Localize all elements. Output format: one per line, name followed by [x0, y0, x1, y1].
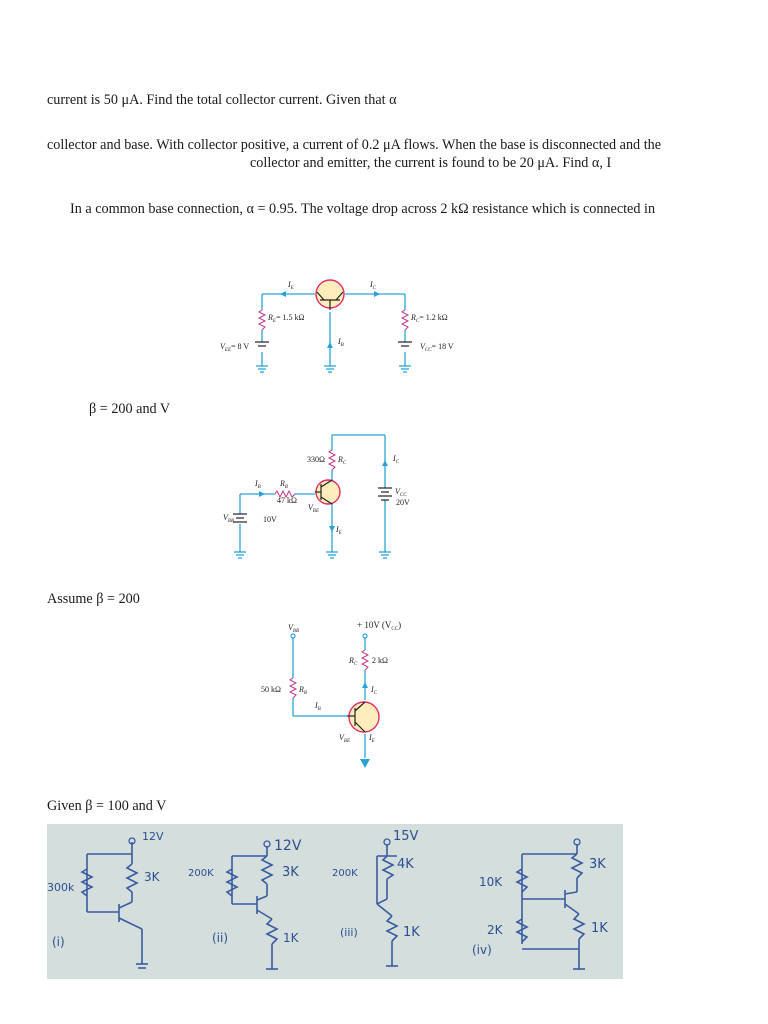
fig1-re-label: R — [268, 313, 273, 322]
svg-text:330Ω — [307, 455, 325, 464]
svg-text:RB: $R_B$ — [299, 685, 307, 696]
hw-c3-re: 1K — [403, 925, 420, 940]
fig2-vcc-value: 20V — [396, 498, 410, 507]
fig3-rb-value: 50 kΩ — [261, 685, 281, 694]
hw-c2-rc: 3K — [282, 865, 299, 880]
svg-text:IB: $I_B$ — [338, 337, 344, 348]
svg-text:IE: $I_E$ — [288, 280, 294, 291]
hw-c2-supply: 12V — [274, 838, 302, 854]
svg-text:VCC= 18 V: $V_{CC}= 18$ V — [420, 342, 454, 353]
svg-text:10V — [263, 515, 277, 524]
fig2-rc-label: R — [338, 455, 343, 464]
svg-text:RE= 1.5 kΩ: $R_E= 1.5$ kΩ — [268, 313, 305, 324]
fig1-ic-label: I — [370, 280, 373, 289]
svg-text:IC: $I_C$ — [370, 280, 377, 291]
fig1-rc-value: = 1.2 kΩ — [419, 313, 448, 322]
problem-text-line-3: collector and emitter, the current is found to be 20 μA. Find α, I — [250, 155, 612, 171]
svg-text:VCC: $V_{CC}$ — [395, 487, 407, 498]
hw-c4-rb2: 2K — [487, 923, 503, 937]
hw-c3-rb: 200K — [332, 868, 358, 879]
svg-text:VBB: $V_{BB}$ — [288, 623, 299, 634]
svg-text:RB: $R_B$ — [280, 479, 288, 490]
fig1-ib-label: I — [288, 280, 291, 289]
problem-text-line-1: current is 50 μA. Find the total collector current. Given that α — [47, 92, 397, 108]
svg-text:VBE: $V_{BE}$ — [339, 733, 350, 744]
fig3-rc-label: R — [349, 656, 354, 665]
hw-c2-rb: 200K — [188, 868, 214, 879]
svg-text:RC: $R_C$ — [338, 455, 347, 466]
hw-c1-supply: 12V — [142, 830, 164, 843]
svg-text:VEE= 8 V: $V_{EE}= 8$ V — [220, 342, 250, 353]
fig2-vbb-value: 10V — [263, 515, 277, 524]
hw-c3-tag: (iii) — [340, 926, 358, 939]
base-bias-circuit-figure — [255, 616, 425, 776]
svg-text:IB: $I_B$ — [255, 479, 261, 490]
problem-text-line-5: β = 200 and V — [89, 401, 171, 417]
hw-c4-re: 1K — [591, 921, 608, 936]
hw-c4-tag: (iv) — [472, 943, 492, 957]
hw-c3-rc: 4K — [397, 857, 414, 872]
svg-text:IB: $I_B$ — [315, 701, 321, 712]
fig1-re-value: = 1.5 kΩ — [275, 313, 305, 322]
problem-text-line-2: collector and base. With collector positive, a current of 0.2 μA flows. When the base is disconnected and the — [47, 137, 662, 153]
svg-text:+ 10V (VCC): + 10V $(V_{CC})$ — [357, 620, 402, 632]
fig3-vbe-label: V — [339, 733, 344, 742]
hw-c1-rc: 3K — [144, 870, 160, 884]
fig1-vee-label: V — [220, 342, 225, 351]
fig3-ib-label: I — [315, 701, 318, 710]
hw-c2-tag: (ii) — [212, 931, 229, 945]
common-base-circuit-figure — [200, 270, 480, 380]
svg-text:VBB: $V_{BB}$ — [223, 513, 234, 524]
fig1-vee-value: = 8 V — [231, 342, 250, 351]
svg-text:2 kΩ — [372, 656, 388, 665]
svg-text:50 kΩ — [261, 685, 281, 694]
fig2-vbb-label: V — [223, 513, 228, 522]
hw-c4-rc: 3K — [589, 857, 606, 872]
svg-text:IE: $I_E$ — [336, 525, 342, 536]
hw-c2-re: 1K — [283, 931, 299, 945]
fig3-vcc-label: + 10V (V — [357, 620, 392, 630]
hw-c1-tag: (i) — [52, 935, 65, 949]
handwritten-circuits-photo — [47, 824, 623, 979]
fig3-ie-label: I — [369, 733, 372, 742]
problem-text-line-7: Given β = 100 and V — [47, 798, 167, 814]
fig2-rc-value: 330Ω — [307, 455, 325, 464]
fig2-ic-label: I — [393, 454, 396, 463]
fig1-rc-label: R — [411, 313, 416, 322]
fig3-ic-label: I — [371, 685, 374, 694]
hw-c4-rb1: 10K — [479, 875, 503, 889]
svg-text:IC: $I_C$ — [393, 454, 400, 465]
fig2-rb-label: R — [280, 479, 285, 488]
fig1-vcc-value: = 18 V — [431, 342, 454, 351]
hw-c1-rb: 300k — [47, 881, 75, 894]
fig2-vcc-label: V — [395, 487, 400, 496]
fig1-ib-bottom-label: I — [338, 337, 341, 346]
fig2-ib-label: I — [255, 479, 258, 488]
fig2-vbe-label: V — [308, 503, 313, 512]
svg-text:VBE: $V_{BE}$ — [308, 503, 319, 514]
fig2-rb-value: 47 kΩ — [277, 496, 297, 505]
svg-text:RC: $R_C$ — [349, 656, 358, 667]
svg-text:IE: $I_E$ — [369, 733, 375, 744]
svg-text:47 kΩ — [277, 496, 297, 505]
hw-c3-supply: 15V — [393, 829, 419, 844]
svg-text:20V — [396, 498, 410, 507]
svg-text:RC= 1.2 kΩ: $R_C= 1.2$ kΩ — [411, 313, 448, 324]
fig1-vcc-label: V — [420, 342, 425, 351]
svg-text:IC: $I_C$ — [371, 685, 378, 696]
problem-text-line-6: Assume β = 200 — [47, 591, 140, 607]
common-emitter-circuit-figure — [225, 432, 425, 562]
fig3-rb-label: R — [299, 685, 304, 694]
fig2-ie-label: I — [336, 525, 339, 534]
fig3-rc-value: 2 kΩ — [372, 656, 388, 665]
problem-text-line-4: In a common base connection, α = 0.95. The voltage drop across 2 kΩ resistance which is connected in — [70, 201, 656, 217]
fig3-vbb-label: V — [288, 623, 293, 632]
